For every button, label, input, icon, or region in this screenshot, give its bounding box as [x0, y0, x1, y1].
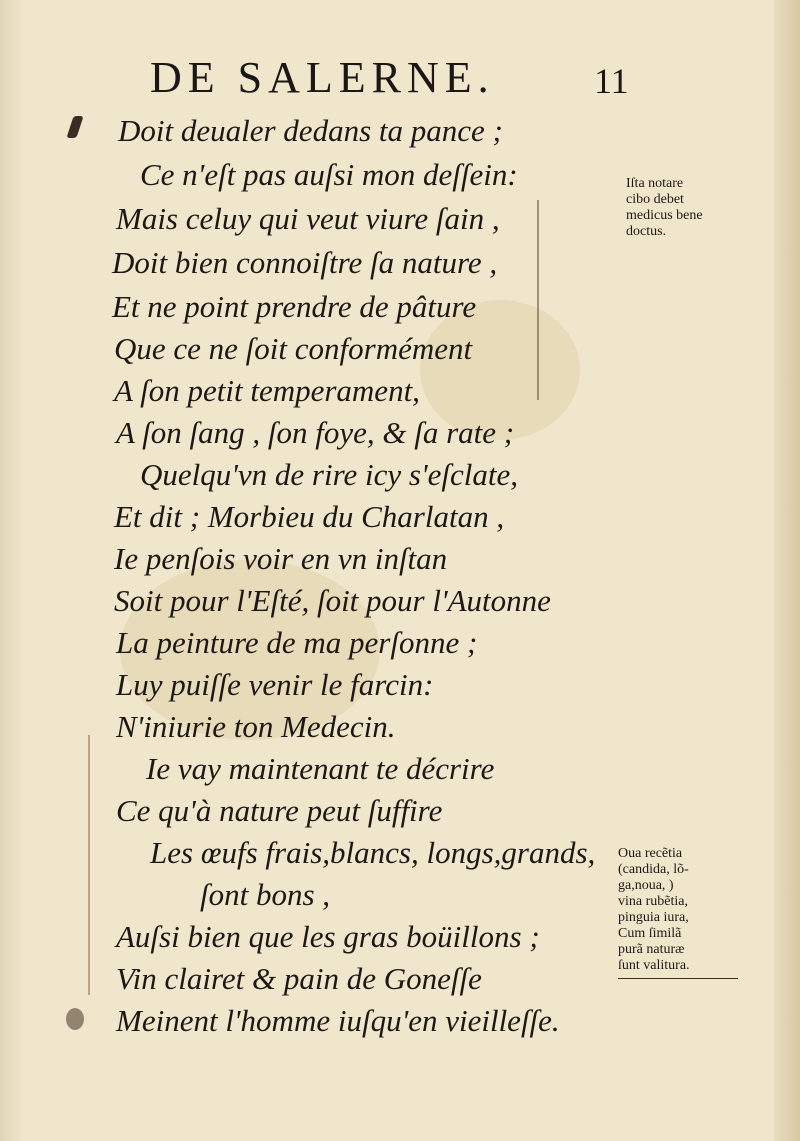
- verse-line: Ie vay maintenant te décrire: [146, 751, 495, 786]
- verse-line: Luy puiſſe venir le farcin:: [116, 667, 434, 702]
- verse-line: A ſon ſang , ſon foye, & ſa rate ;: [116, 415, 515, 450]
- note-underline: [618, 978, 738, 979]
- note-line: ſunt valitura.: [618, 958, 690, 973]
- page-gutter: [0, 0, 22, 1141]
- margin-bracket: [537, 200, 549, 400]
- note-line: purã naturæ: [618, 942, 685, 957]
- verse-line: Doit deualer dedans ta pance ;: [118, 113, 503, 148]
- note-line: Iſta notare: [626, 176, 684, 191]
- verse-line: Ce qu'à nature peut ſuffire: [116, 793, 443, 828]
- ornament-mark: [66, 116, 83, 138]
- note-line: vina rubẽtia,: [618, 894, 688, 909]
- note-line: (candida, lõ-: [618, 862, 689, 877]
- note-line: medicus bene: [626, 208, 703, 223]
- red-margin-line: [88, 735, 94, 995]
- verse-line: Quelqu'vn de rire icy s'eſclate,: [140, 457, 518, 492]
- verse-line: N'iniurie ton Medecin.: [116, 709, 396, 744]
- verse-line: Et dit ; Morbieu du Charlatan ,: [114, 499, 505, 534]
- running-title: DE SALERNE.: [150, 53, 495, 102]
- ink-blot: [66, 1008, 84, 1030]
- note-line: Oua recẽtia: [618, 846, 683, 861]
- note-line: pinguia iura,: [618, 910, 689, 925]
- verse-line: Et ne point prendre de pâture: [112, 289, 477, 324]
- verse-line: Mais celuy qui veut viure ſain ,: [116, 201, 500, 236]
- verse-line: Doit bien connoiſtre ſa nature ,: [112, 245, 498, 280]
- note-line: Cum ſimilã: [618, 926, 682, 941]
- verse-line: La peinture de ma perſonne ;: [116, 625, 478, 660]
- verse-line: Auſsi bien que les gras boüillons ;: [116, 919, 540, 954]
- verse-line: Les œufs frais,blancs, longs,grands,: [150, 835, 596, 870]
- verse-line: Ie penſois voir en vn inſtan: [114, 541, 448, 576]
- marginal-note-1: [626, 176, 703, 240]
- verse-line: ſont bons ,: [200, 877, 331, 912]
- note-line: doctus.: [626, 224, 667, 239]
- page-number: 11: [594, 61, 629, 101]
- marginal-note-2: [618, 846, 738, 979]
- verse-line: Que ce ne ſoit conformément: [114, 331, 473, 366]
- verse-line: Ce n'eſt pas auſsi mon deſſein:: [140, 157, 518, 192]
- note-line: cibo debet: [626, 192, 684, 207]
- note-line: ga,noua, ): [618, 878, 674, 893]
- page-edge: [774, 0, 800, 1141]
- verse-line: A ſon petit temperament,: [114, 373, 420, 408]
- verse-line: Vin clairet & pain de Goneſſe: [116, 961, 482, 996]
- verse-line: Meinent l'homme iuſqu'en vieilleſſe.: [116, 1003, 560, 1038]
- verse-line: Soit pour l'Eſté, ſoit pour l'Autonne: [114, 583, 551, 618]
